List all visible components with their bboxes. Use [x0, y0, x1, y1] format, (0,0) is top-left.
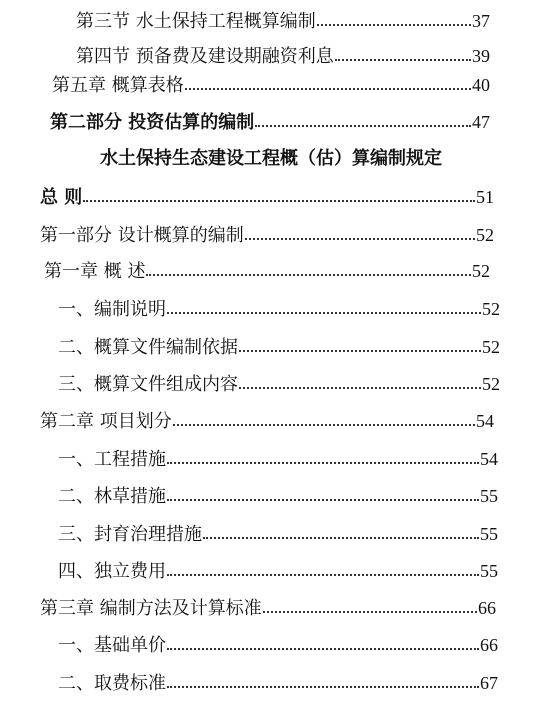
toc-entry-title: 第四节 预备费及建设期融资利息: [76, 46, 334, 67]
leader-dots: [83, 200, 475, 202]
leader-dots: [173, 424, 475, 426]
leader-dots: [167, 648, 479, 650]
toc-entry-title: 二、概算文件编制依据: [58, 337, 238, 358]
toc-entry-page: 47: [472, 112, 490, 132]
toc-entry: [76, 41, 490, 71]
toc-entry: [40, 220, 494, 250]
toc-entry-title: 一、编制说明: [58, 299, 166, 320]
toc-entry-page: 37: [472, 11, 490, 31]
toc-entry: [76, 6, 490, 36]
toc-entry-page: 67: [480, 673, 498, 693]
leader-dots: [146, 274, 471, 276]
toc-entry: [58, 668, 498, 698]
toc-entry: [52, 70, 490, 100]
toc-entry-title: 第二部分 投资估算的编制: [50, 112, 255, 133]
leader-dots: [203, 537, 479, 539]
toc-entry-title: 第三节 水土保持工程概算编制: [76, 11, 316, 32]
toc-entry-title: 一、基础单价: [58, 635, 166, 656]
toc-entry-title: 二、林草措施: [58, 486, 166, 507]
leader-dots: [255, 125, 471, 127]
leader-dots: [245, 238, 475, 240]
toc-entry-title: 第三章 编制方法及计算标准: [40, 598, 262, 619]
leader-dots: [167, 686, 479, 688]
toc-entry: [58, 630, 498, 660]
toc-entry: [50, 107, 490, 137]
leader-dots: [263, 611, 477, 613]
toc-entry: [58, 332, 500, 362]
toc-entry-title: 三、封育治理措施: [58, 524, 202, 545]
toc-entry: [40, 406, 494, 436]
toc-entry-title: 总 则: [40, 187, 83, 208]
toc-entry-page: 39: [472, 46, 490, 66]
toc-entry-title: 第二章 项目划分: [40, 411, 172, 432]
toc-entry-page: 40: [472, 75, 490, 95]
toc-entry: [58, 294, 500, 324]
toc-entry-title: 四、独立费用: [58, 561, 166, 582]
toc-entry-page: 51: [476, 187, 494, 207]
toc-entry-page: 52: [482, 374, 500, 394]
leader-dots: [239, 387, 481, 389]
toc-entry-title: 三、概算文件组成内容: [58, 374, 238, 395]
toc-entry-title: 一、工程措施: [58, 449, 166, 470]
toc-entry-page: 52: [476, 225, 494, 245]
toc-entry-page: 52: [482, 299, 500, 319]
toc-entry: [58, 369, 500, 399]
leader-dots: [167, 499, 479, 501]
section-heading: 水土保持生态建设工程概（估）算编制规定: [100, 148, 442, 169]
toc-entry-page: 55: [480, 486, 498, 506]
toc-entry-page: 52: [482, 337, 500, 357]
toc-entry: [58, 556, 498, 586]
leader-dots: [239, 350, 481, 352]
toc-entry-title: 二、取费标准: [58, 673, 166, 694]
toc-entry: [40, 182, 494, 212]
toc-entry-page: 55: [480, 524, 498, 544]
leader-dots: [317, 24, 471, 26]
toc-entry-page: 66: [478, 598, 496, 618]
toc-entry-page: 54: [476, 411, 494, 431]
toc-entry-page: 55: [480, 561, 498, 581]
toc-entry: [58, 519, 498, 549]
toc-entry-page: 66: [480, 635, 498, 655]
leader-dots: [335, 59, 471, 61]
leader-dots: [185, 88, 471, 90]
leader-dots: [167, 462, 479, 464]
toc-entry: [44, 256, 490, 286]
toc-entry-title: 第五章 概算表格: [52, 75, 184, 96]
toc-entry-page: 54: [480, 449, 498, 469]
leader-dots: [167, 574, 479, 576]
toc-entry-title: 第一部分 设计概算的编制: [40, 225, 244, 246]
toc-entry: [58, 444, 498, 474]
leader-dots: [167, 312, 481, 314]
toc-entry-page: 52: [472, 261, 490, 281]
toc-entry-title: 第一章 概 述: [44, 261, 146, 282]
toc-entry: [40, 593, 496, 623]
toc-entry: [58, 481, 498, 511]
